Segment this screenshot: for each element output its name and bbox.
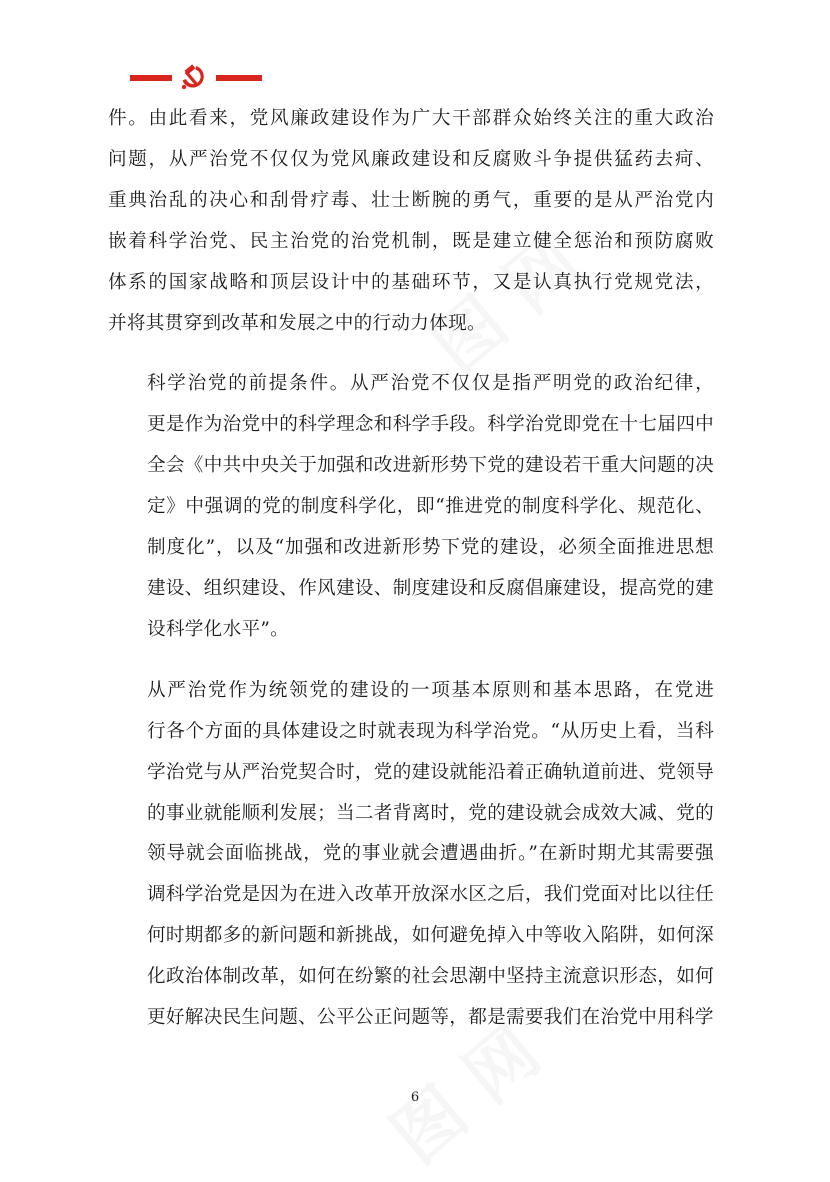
text-line: 领导就会面临挑战，党的事业就会遭遇曲折。”在新时期尤其需要强 (147, 843, 714, 865)
text-line: 调科学治党是因为在进入改革开放深水区之后，我们党面对比以往任 (147, 884, 714, 906)
text-line: 重典治乱的决心和刮骨疗毒、壮士断腕的勇气，重要的是从严治党内 (108, 189, 714, 211)
text-line: 更好解决民生问题、公平公正问题等，都是需要我们在治党中用科学 (147, 1007, 714, 1029)
page-number: 6 (410, 1090, 420, 1105)
text-line: 体系的国家战略和顶层设计中的基础环节，又是认真执行党规党法， (108, 271, 714, 293)
text-line: 定》中强调的党的制度科学化，即“推进党的制度科学化、规范化、 (147, 496, 714, 518)
text-line: 学治党与从严治党契合时，党的建设就能沿着正确轨道前进、党领导 (147, 761, 714, 783)
paragraph (108, 671, 714, 1039)
text-line: 从严治党作为统领党的建设的一项基本原则和基本思路，在党进 (147, 679, 714, 701)
document-body (108, 99, 714, 1039)
text-line: 制度化”，以及“加强和改进新形势下党的建设，必须全面推进思想 (147, 537, 714, 559)
text-line: 科学治党的前提条件。从严治党不仅仅是指严明党的政治纪律， (147, 373, 714, 395)
hammer-sickle-icon (178, 62, 208, 92)
text-line: 的事业就能顺利发展；当二者背离时，党的建设就会成效大减、党的 (147, 802, 714, 824)
text-line: 更是作为治党中的科学理念和科学手段。科学治党即党在十七届四中 (147, 414, 714, 436)
header-bar-left (130, 75, 172, 81)
text-line: 何时期都多的新问题和新挑战，如何避免掉入中等收入陷阱，如何深 (147, 925, 714, 947)
text-line: 行各个方面的具体建设之时就表现为科学治党。“从历史上看，当科 (147, 720, 714, 742)
text-line: 件。由此看来，党风廉政建设作为广大干部群众始终关注的重大政治 (108, 108, 714, 129)
header-logo (130, 62, 264, 92)
paragraph (108, 99, 714, 344)
text-line: 问题，从严治党不仅仅为党风廉政建设和反腐败斗争提供猛药去疴、 (108, 148, 714, 170)
text-line: 并将其贯穿到改革和发展之中的行动力体现。 (108, 312, 486, 334)
text-line: 建设、组织建设、作风建设、制度建设和反腐倡廉建设，提高党的建 (147, 577, 714, 599)
text-line: 全会《中共中央关于加强和改进新形势下党的建设若干重大问题的决 (147, 455, 714, 477)
text-line: 设科学化水平”。 (147, 618, 290, 640)
text-line: 化政治体制改革，如何在纷繁的社会思潮中坚持主流意识形态，如何 (147, 966, 714, 988)
header-bar-right (216, 75, 262, 81)
text-line: 嵌着科学治党、民主治党的治党机制，既是建立健全惩治和预防腐败 (108, 230, 714, 252)
paragraph (108, 364, 714, 650)
